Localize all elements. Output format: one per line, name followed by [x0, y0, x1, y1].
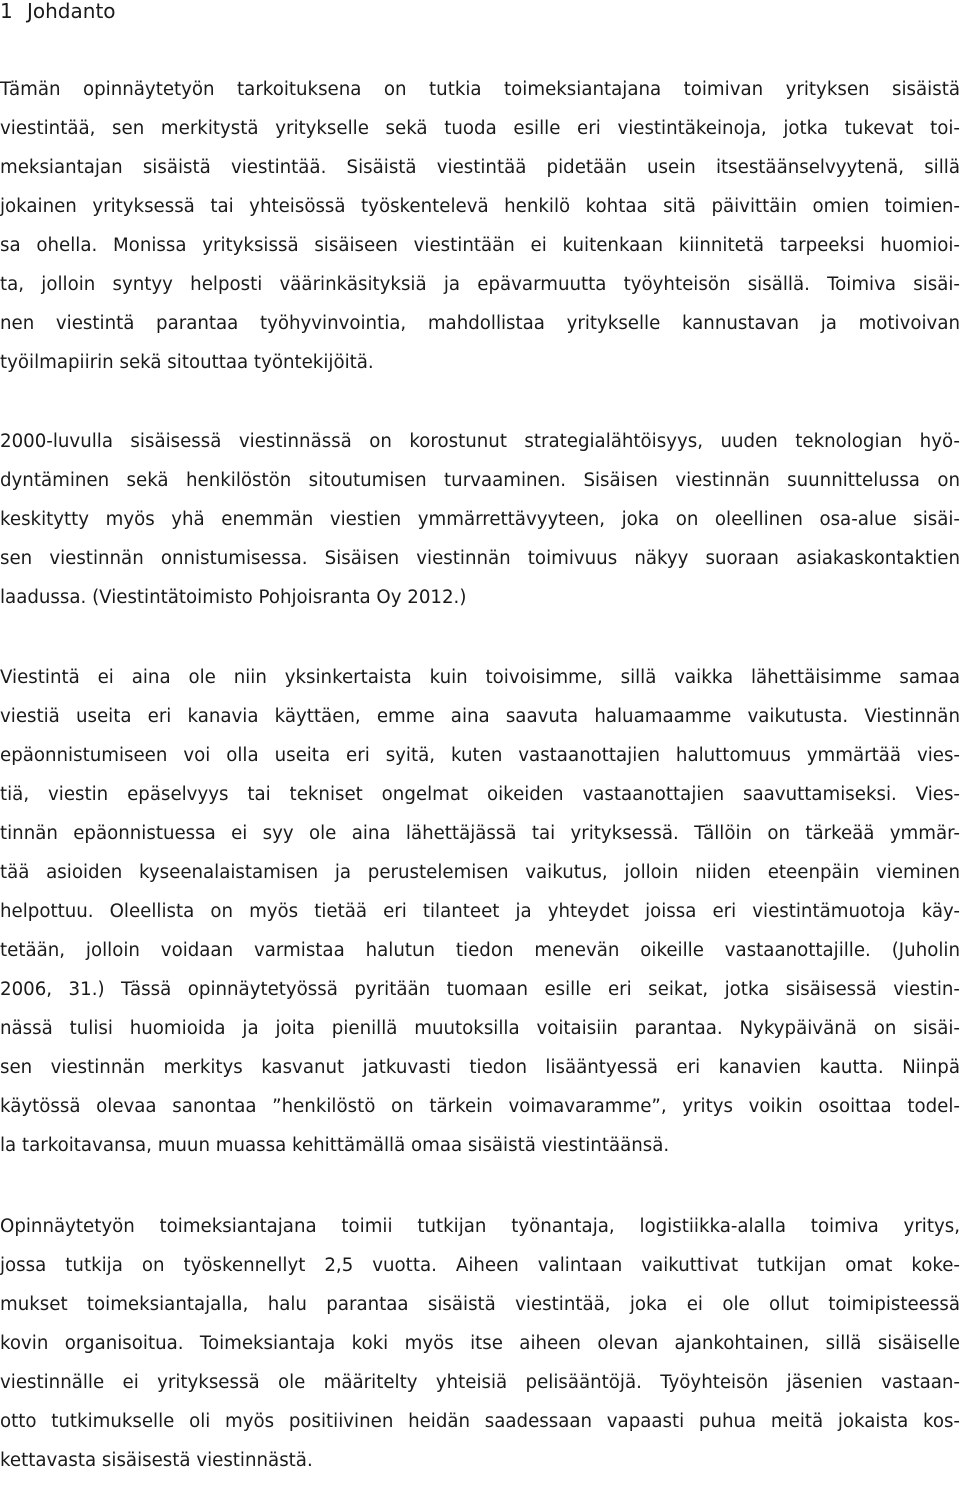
text-line: nen viestintä parantaa työhyvinvointia, mahdollistaa yritykselle kannustavan ja motivoivan [0, 313, 960, 334]
text-line: helpottuu. Oleellista on myös tietää eri tilanteet ja yhteydet joissa eri viestintämuotoja käy- [0, 901, 960, 922]
text-line: sa ohella. Monissa yrityksissä sisäiseen viestintään ei kuitenkaan kiinnitetä tarpeeksi huomioi- [0, 235, 960, 256]
text-line: kovin organisoitua. Toimeksiantaja koki myös itse aiheen olevan ajankohtainen, sillä sisäiselle [0, 1333, 960, 1354]
paragraph-communication [0, 664, 960, 1171]
text-line: Viestintä ei aina ole niin yksinkertaista kuin toivoisimme, sillä vaikka lähettäisimme samaa [0, 667, 960, 688]
text-line: viestinnälle ei yrityksessä ole määritelty yhteisiä pelisääntöjä. Työyhteisön jäsenien vastaan- [0, 1372, 960, 1393]
text-line: jossa tutkija on työskennellyt 2,5 vuotta. Aiheen valintaan vaikuttivat tutkijan omat koke- [0, 1255, 960, 1276]
text-line: tää asioiden kyseenalaistamisen ja perustelemisen vaikutus, jolloin niiden eteenpäin vieminen [0, 862, 960, 883]
text-line: otto tutkimukselle oli myös positiivinen heidän saadessaan vapaasti puhua meitä jokaista kos- [0, 1411, 960, 1432]
text-line: 2000-luvulla sisäisessä viestinnässä on korostunut strategialähtöisyys, uuden teknologian hyö- [0, 431, 960, 452]
text-line: kettavasta sisäisestä viestinnästä. [0, 1450, 313, 1471]
chapter-title: Johdanto [27, 0, 116, 23]
text-line: la tarkoitavansa, muun muassa kehittämällä omaa sisäistä viestintäänsä. [0, 1135, 670, 1156]
text-line: sen viestinnän onnistumisessa. Sisäisen viestinnän toimivuus näkyy suoraan asiakaskontaktien [0, 548, 960, 569]
text-line: nässä tulisi huomioida ja joita pienillä muutoksilla voitaisiin parantaa. Nykypäivänä on sisäi- [0, 1018, 960, 1039]
text-line: epäonnistumiseen voi olla useita eri syitä, kuten vastaanottajien haluttomuus ymmärtää vies- [0, 745, 960, 766]
text-line: viestiä useita eri kanavia käyttäen, emme aina saavuta haluamaamme vaikutusta. Viestinnän [0, 706, 960, 727]
text-line: tetään, jolloin voidaan varmistaa halutun tiedon menevän oikeille vastaanottajille. (Juholin [0, 940, 960, 961]
text-line: ta, jolloin syntyy helposti väärinkäsityksiä ja epävarmuutta työyhteisön sisällä. Toimiva sisäi- [0, 274, 960, 295]
text-line: viestintää, sen merkitystä yritykselle sekä tuoda esille eri viestintäkeinoja, jotka tukevat toi- [0, 118, 960, 139]
text-line: jokainen yrityksessä tai yhteisössä työskentelevä henkilö kohtaa sitä päivittäin omien toimien- [0, 196, 960, 217]
text-line: mukset toimeksiantajalla, halu parantaa sisäistä viestintää, joka ei ole ollut toimipisteessä [0, 1294, 960, 1315]
paragraph-commissioner [0, 1213, 960, 1486]
text-line: laadussa. (Viestintätoimisto Pohjoisranta Oy 2012.) [0, 587, 467, 608]
text-line: tinnän epäonnistuessa ei syy ole aina lähettäjässä tai yrityksessä. Tällöin on tärkeää ymmär- [0, 823, 960, 844]
text-line: tiä, viestin epäselvyys tai tekniset ongelmat oikeiden vastaanottajien saavuttamiseksi. Vies- [0, 784, 960, 805]
text-line: dyntäminen sekä henkilöstön sitoutumisen turvaaminen. Sisäisen viestinnän suunnittelussa on [0, 470, 960, 491]
text-line: sen viestinnän merkitys kasvanut jatkuvasti tiedon lisääntyessä eri kanavien kautta. Niinpä [0, 1057, 960, 1078]
text-line: 2006, 31.) Tässä opinnäytetyössä pyritään tuomaan esille eri seikat, jotka sisäisessä viestin- [0, 979, 960, 1000]
paragraph-intro [0, 76, 960, 388]
chapter-heading [0, 0, 116, 24]
text-line: Opinnäytetyön toimeksiantajana toimii tutkijan työnantaja, logistiikka-alalla toimiva yritys, [0, 1216, 960, 1237]
text-line: käytössä olevaa sanontaa ”henkilöstö on tärkein voimavaramme”, yritys voikin osoittaa todel- [0, 1096, 960, 1117]
chapter-number: 1 [0, 0, 13, 23]
text-line: työilmapiirin sekä sitouttaa työntekijöitä. [0, 352, 374, 373]
text-line: Tämän opinnäytetyön tarkoituksena on tutkia toimeksiantajana toimivan yrityksen sisäistä [0, 79, 960, 100]
paragraph-2000s [0, 428, 960, 623]
text-line: keskitytty myös yhä enemmän viestien ymmärrettävyyteen, joka on oleellinen osa-alue sisäi- [0, 509, 960, 530]
text-line: meksiantajan sisäistä viestintää. Sisäistä viestintää pidetään usein itsestäänselvyytenä, sillä [0, 157, 960, 178]
